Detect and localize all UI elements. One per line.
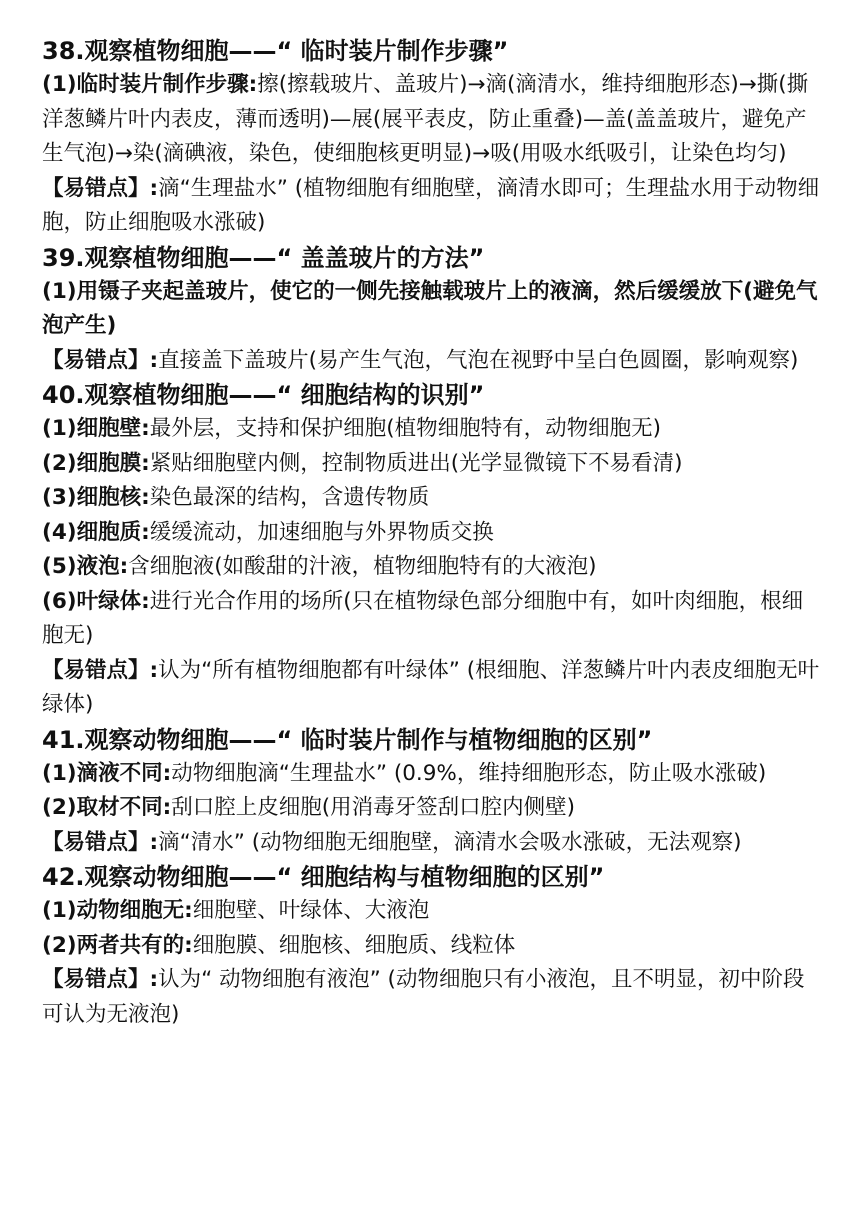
item-label: (1)滴液不同:	[42, 760, 172, 786]
section-heading: 40.观察植物细胞——“ 细胞结构的识别”	[42, 381, 485, 409]
list-item	[42, 412, 824, 447]
item-label: (1)临时装片制作步骤:	[42, 72, 258, 97]
list-item	[42, 275, 824, 344]
note-label: 【易错点】:	[42, 967, 159, 992]
list-item	[42, 550, 824, 585]
item-text: 紧贴细胞壁内侧，控制物质进出(光学显微镜下不易看清)	[149, 450, 683, 476]
item-label: (6)叶绿体:	[42, 588, 150, 614]
list-item	[42, 929, 824, 964]
error-note	[42, 826, 824, 861]
list-item	[42, 481, 824, 516]
note-text: 认为“所有植物细胞都有叶绿体” (根细胞、洋葱鳞片叶内表皮细胞无叶绿体)	[42, 657, 820, 717]
note-text: 认为“ 动物细胞有液泡” (动物细胞只有小液泡，且不明显，初中阶段可认为无液泡)	[42, 967, 805, 1027]
note-label: 【易错点】:	[42, 657, 159, 683]
list-item	[42, 894, 824, 929]
item-text: (1)用镊子夹起盖玻片，使它的一侧先接触载玻片上的液滴，然后缓缓放下(避免气泡产生)	[42, 278, 818, 338]
item-text: 缓缓流动，加速细胞与外界物质交换	[149, 519, 494, 545]
error-note	[42, 344, 824, 379]
note-label: 【易错点】:	[42, 829, 159, 855]
item-label: (1)动物细胞无:	[42, 898, 193, 923]
error-note	[42, 654, 824, 723]
item-text: 擦(擦载玻片、盖玻片)→滴(滴清水，维持细胞形态)→撕(撕洋葱鳞片叶内表皮，薄而透明)—展(展平表皮，防止重叠)—盖(盖盖玻片，避免产生气泡)→染(滴碘液，染色，使细胞核更明显)→吸(用吸水纸吸引，让染色均匀)	[42, 72, 809, 166]
item-label: (4)细胞质:	[42, 519, 150, 545]
item-label: (1)细胞壁:	[42, 416, 150, 441]
list-item	[42, 447, 824, 482]
note-text: 滴“生理盐水” (植物细胞有细胞壁，滴清水即可；生理盐水用于动物细胞，防止细胞吸水涨破)	[42, 175, 820, 235]
list-item	[42, 757, 824, 792]
list-item	[42, 68, 824, 172]
item-label: (2)取材不同:	[42, 795, 172, 820]
list-item	[42, 516, 824, 551]
item-text: 细胞壁、叶绿体、大液泡	[192, 898, 430, 923]
note-text: 滴“清水” (动物细胞无细胞壁，滴清水会吸水涨破，无法观察)	[158, 829, 742, 855]
item-text: 进行光合作用的场所(只在植物绿色部分细胞中有，如叶肉细胞，根细胞无)	[42, 588, 804, 648]
item-text: 细胞膜、细胞核、细胞质、线粒体	[192, 932, 516, 958]
section-heading: 38.观察植物细胞——“ 临时装片制作步骤”	[42, 37, 509, 65]
item-label: (2)两者共有的:	[42, 932, 193, 958]
section-heading: 42.观察动物细胞——“ 细胞结构与植物细胞的区别”	[42, 863, 605, 891]
item-text: 染色最深的结构，含遗传物质	[149, 485, 430, 510]
item-label: (2)细胞膜:	[42, 450, 150, 476]
note-text: 直接盖下盖玻片(易产生气泡，气泡在视野中呈白色圆圈，影响观察)	[158, 347, 799, 373]
error-note	[42, 172, 824, 241]
section-heading: 41.观察动物细胞——“ 临时装片制作与植物细胞的区别”	[42, 725, 653, 754]
list-item	[42, 585, 824, 654]
item-text: 刮口腔上皮细胞(用消毒牙签刮口腔内侧壁)	[171, 795, 575, 820]
list-item	[42, 791, 824, 826]
item-label: (5)液泡:	[42, 554, 129, 579]
note-label: 【易错点】:	[42, 347, 159, 373]
item-label: (3)细胞核:	[42, 485, 150, 510]
note-label: 【易错点】:	[42, 175, 159, 201]
section-heading: 39.观察植物细胞——“ 盖盖玻片的方法”	[42, 243, 485, 272]
item-text: 含细胞液(如酸甜的汁液，植物细胞特有的大液泡)	[128, 554, 597, 579]
error-note	[42, 963, 824, 1032]
item-text: 最外层，支持和保护细胞(植物细胞特有，动物细胞无)	[149, 416, 661, 441]
item-text: 动物细胞滴“生理盐水” (0.9%，维持细胞形态，防止吸水涨破)	[171, 760, 767, 786]
